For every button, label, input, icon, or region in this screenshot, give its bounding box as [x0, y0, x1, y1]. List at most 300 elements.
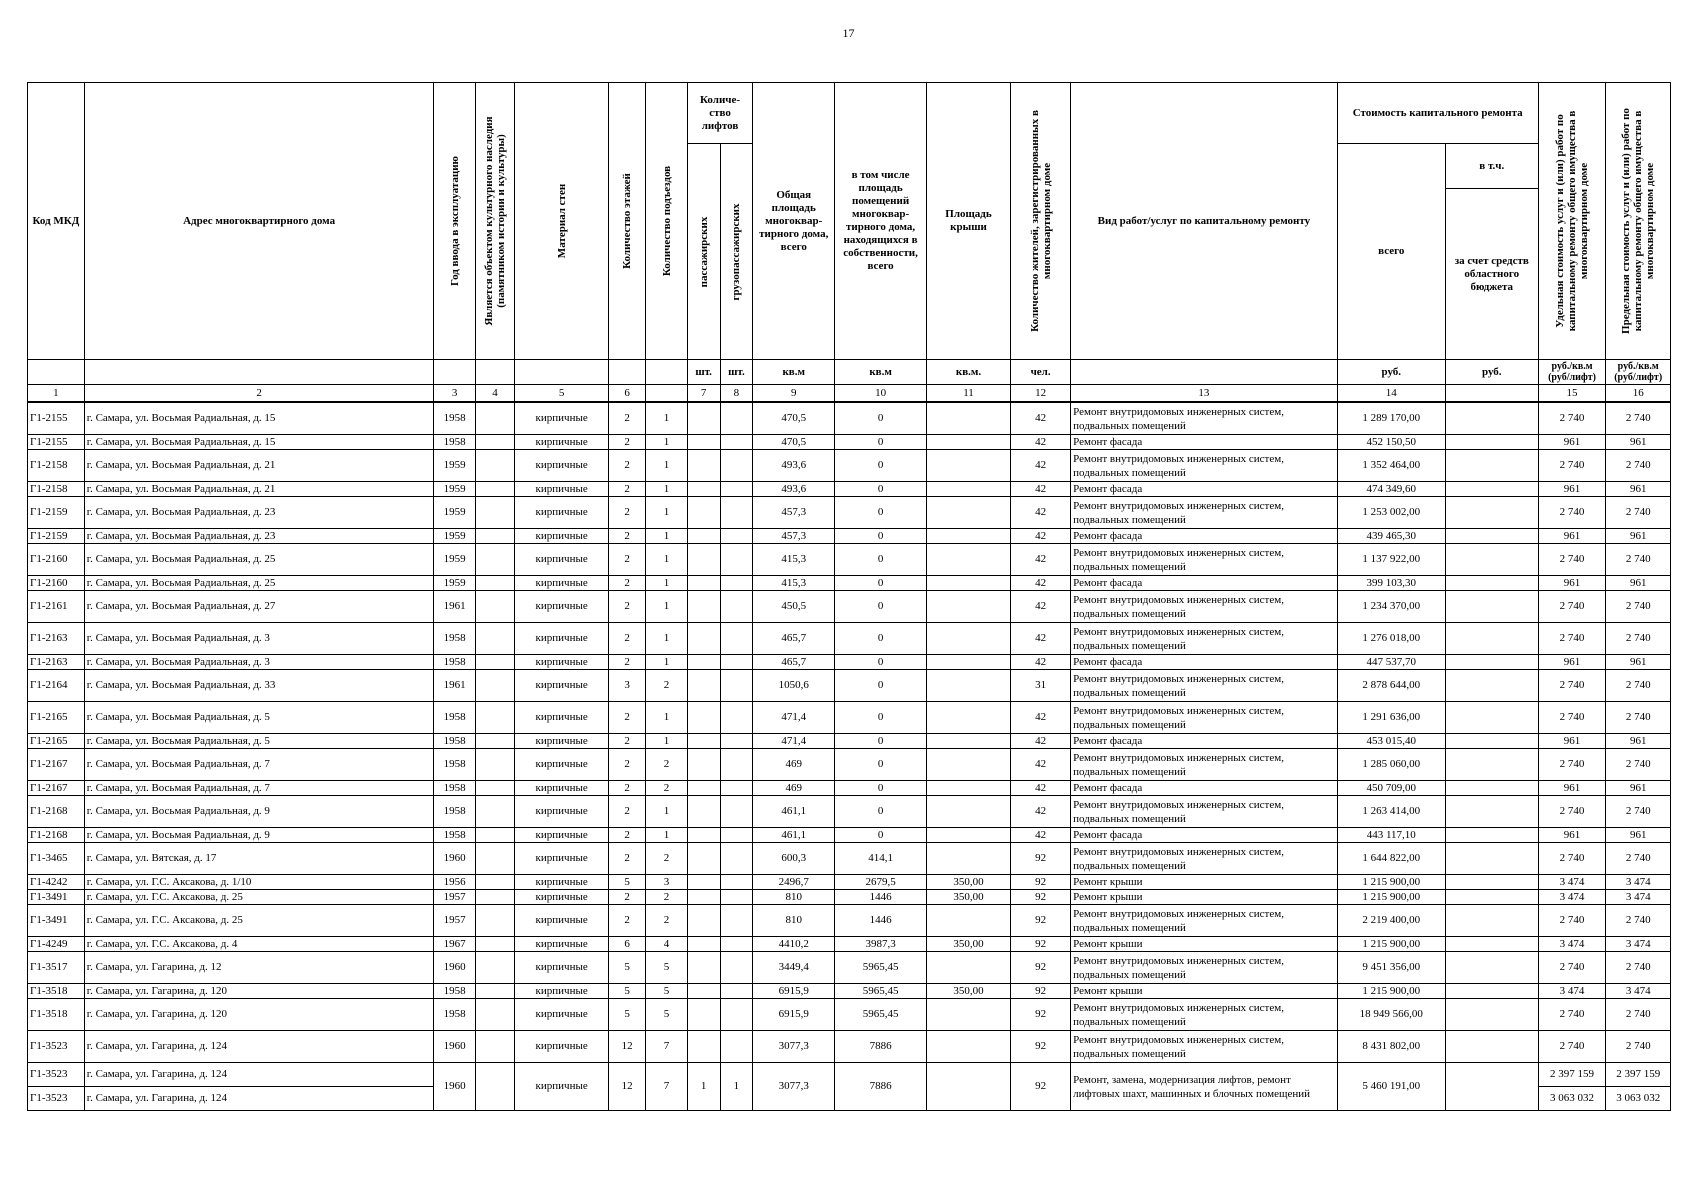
table-row [28, 1031, 1671, 1063]
cell-max-cost: 2 740 [1606, 497, 1671, 529]
cell-lifts-passenger [687, 999, 720, 1031]
cell-unit-cost: 2 740 [1538, 450, 1606, 482]
cell-residents: 92 [1011, 1063, 1071, 1111]
cell-code: Г1-2160 [28, 576, 85, 591]
cell-work-type: Ремонт внутридомовых инженерных систем, подвальных помещений [1071, 497, 1338, 529]
cell-code: Г1-3491 [28, 905, 85, 937]
cell-total-area: 471,4 [753, 702, 835, 734]
cell-lifts-passenger [687, 591, 720, 623]
column-number: 2 [84, 385, 434, 403]
cell-residents: 42 [1011, 623, 1071, 655]
cell-material: кирпичные [515, 781, 609, 796]
cell-unit-cost: 2 740 [1538, 749, 1606, 781]
cell-lifts-cargo [720, 576, 753, 591]
cell-roof-area [926, 655, 1010, 670]
cell-max-cost: 2 740 [1606, 796, 1671, 828]
cell-work-type: Ремонт внутридомовых инженерных систем, подвальных помещений [1071, 1031, 1338, 1063]
cell-year: 1958 [434, 435, 476, 450]
table-row [28, 670, 1671, 702]
cell-roof-area: 350,00 [926, 890, 1010, 905]
cell-material: кирпичные [515, 984, 609, 999]
cell-max-cost: 2 740 [1606, 623, 1671, 655]
cell-entrances: 5 [646, 952, 688, 984]
cell-cost-budget [1445, 497, 1538, 529]
cell-entrances: 2 [646, 781, 688, 796]
column-number: 15 [1538, 385, 1606, 403]
cell-material: кирпичные [515, 749, 609, 781]
cell-work-type: Ремонт внутридомовых инженерных систем, подвальных помещений [1071, 999, 1338, 1031]
cell-residents: 42 [1011, 781, 1071, 796]
cell-cost-total: 1 215 900,00 [1337, 875, 1445, 890]
cell-residents: 92 [1011, 875, 1071, 890]
cell-heritage [475, 749, 514, 781]
cell-floors: 5 [609, 875, 646, 890]
cell-code: Г1-2161 [28, 591, 85, 623]
header-residents: Количество жителей, зарегистрированных в многоквартирном доме [1011, 83, 1071, 360]
cell-total-area: 465,7 [753, 655, 835, 670]
cell-residents: 42 [1011, 450, 1071, 482]
cell-cost-budget [1445, 749, 1538, 781]
cell-heritage [475, 890, 514, 905]
cell-roof-area: 350,00 [926, 937, 1010, 952]
cell-cost-budget [1445, 984, 1538, 999]
cell-address: г. Самара, ул. Гагарина, д. 120 [84, 984, 434, 999]
cell-lifts-passenger [687, 952, 720, 984]
cell-lifts-passenger [687, 796, 720, 828]
cell-lifts-cargo [720, 890, 753, 905]
cell-unit-cost: 3 474 [1538, 937, 1606, 952]
cell-material: кирпичные [515, 875, 609, 890]
cell-year: 1958 [434, 796, 476, 828]
cell-cost-total: 1 644 822,00 [1337, 843, 1445, 875]
cell-total-area: 493,6 [753, 450, 835, 482]
cell-max-cost: 2 740 [1606, 670, 1671, 702]
cell-floors: 2 [609, 781, 646, 796]
cell-year: 1958 [434, 655, 476, 670]
unit-sqm: кв.м [835, 360, 927, 385]
table-row [28, 937, 1671, 952]
header-cost-budget: за счет средств областного бюджета [1445, 189, 1538, 360]
cell-roof-area [926, 781, 1010, 796]
cell-entrances: 1 [646, 796, 688, 828]
cell-residents: 42 [1011, 544, 1071, 576]
cell-code: Г1-3523 [28, 1087, 85, 1111]
cell-total-area: 450,5 [753, 591, 835, 623]
cell-total-area: 415,3 [753, 576, 835, 591]
cell-address: г. Самара, ул. Восьмая Радиальная, д. 5 [84, 734, 434, 749]
cell-floors: 2 [609, 529, 646, 544]
cell-roof-area [926, 1063, 1010, 1111]
cell-lifts-passenger [687, 544, 720, 576]
cell-code: Г1-3518 [28, 999, 85, 1031]
cell-residents: 42 [1011, 828, 1071, 843]
cell-heritage [475, 937, 514, 952]
column-number: 14 [1337, 385, 1445, 403]
header-unit-cost: Удельная стоимость услуг и (или) работ по капитальному ремонту общего имущества в многоквартирном доме [1538, 83, 1606, 360]
column-number: 11 [926, 385, 1010, 403]
cell-floors: 5 [609, 999, 646, 1031]
cell-cost-budget [1445, 952, 1538, 984]
cell-material: кирпичные [515, 576, 609, 591]
cell-material: кирпичные [515, 828, 609, 843]
cell-heritage [475, 781, 514, 796]
cell-lifts-cargo [720, 497, 753, 529]
cell-lifts-cargo [720, 952, 753, 984]
cell-year: 1958 [434, 402, 476, 435]
cell-lifts-cargo [720, 402, 753, 435]
cell-code: Г1-2159 [28, 497, 85, 529]
cell-floors: 2 [609, 435, 646, 450]
cell-work-type: Ремонт крыши [1071, 890, 1338, 905]
cell-roof-area [926, 905, 1010, 937]
cell-material: кирпичные [515, 655, 609, 670]
cell-unit-cost: 961 [1538, 576, 1606, 591]
cell-cost-budget [1445, 796, 1538, 828]
cell-floors: 2 [609, 749, 646, 781]
header-max-cost: Предельная стоимость услуг и (или) работ по капитальному ремонту общего имущества в многоквартирном доме [1606, 83, 1671, 360]
table-row [28, 576, 1671, 591]
column-number: 7 [687, 385, 720, 403]
table-row [28, 875, 1671, 890]
column-number: 8 [720, 385, 753, 403]
cell-entrances: 1 [646, 623, 688, 655]
cell-lifts-cargo [720, 734, 753, 749]
cell-heritage [475, 905, 514, 937]
table-row [28, 796, 1671, 828]
table-row [28, 482, 1671, 497]
cell-roof-area: 350,00 [926, 875, 1010, 890]
cell-heritage [475, 952, 514, 984]
cell-cost-budget [1445, 999, 1538, 1031]
cell-lifts-passenger [687, 670, 720, 702]
cell-year: 1957 [434, 905, 476, 937]
cell-year: 1961 [434, 591, 476, 623]
cell-work-type: Ремонт фасада [1071, 734, 1338, 749]
header-cost-total: всего [1337, 144, 1445, 360]
header-cost: Стоимость капитального ремонта [1337, 83, 1538, 144]
table-row [28, 497, 1671, 529]
cell-total-area: 6915,9 [753, 984, 835, 999]
cell-total-area: 470,5 [753, 435, 835, 450]
cell-floors: 2 [609, 497, 646, 529]
cell-material: кирпичные [515, 670, 609, 702]
cell-max-cost: 2 740 [1606, 702, 1671, 734]
cell-lifts-cargo [720, 702, 753, 734]
cell-floors: 2 [609, 843, 646, 875]
cell-max-cost: 2 740 [1606, 749, 1671, 781]
cell-work-type: Ремонт внутридомовых инженерных систем, подвальных помещений [1071, 544, 1338, 576]
cell-lifts-passenger [687, 734, 720, 749]
cell-lifts-cargo [720, 670, 753, 702]
cell-unit-cost: 961 [1538, 529, 1606, 544]
cell-floors: 2 [609, 890, 646, 905]
cell-total-area: 457,3 [753, 529, 835, 544]
cell-floors: 5 [609, 984, 646, 999]
column-number [1445, 385, 1538, 403]
cell-heritage [475, 402, 514, 435]
cell-entrances: 1 [646, 497, 688, 529]
cell-residents: 31 [1011, 670, 1071, 702]
cell-residents: 42 [1011, 702, 1071, 734]
cell-heritage [475, 450, 514, 482]
cell-year: 1958 [434, 702, 476, 734]
cell-unit-cost: 3 474 [1538, 890, 1606, 905]
cell-max-cost: 2 740 [1606, 843, 1671, 875]
cell-work-type: Ремонт внутридомовых инженерных систем, подвальных помещений [1071, 905, 1338, 937]
header-roof-area: Площадь крыши [926, 83, 1010, 360]
cell-residents: 42 [1011, 497, 1071, 529]
cell-material: кирпичные [515, 435, 609, 450]
cell-entrances: 7 [646, 1031, 688, 1063]
cell-cost-budget [1445, 529, 1538, 544]
cell-roof-area [926, 576, 1010, 591]
cell-work-type: Ремонт внутридомовых инженерных систем, подвальных помещений [1071, 591, 1338, 623]
cell-max-cost: 961 [1606, 576, 1671, 591]
cell-total-area: 469 [753, 781, 835, 796]
cell-work-type: Ремонт фасада [1071, 655, 1338, 670]
column-number [646, 385, 688, 403]
cell-entrances: 2 [646, 890, 688, 905]
cell-cost-total: 1 253 002,00 [1337, 497, 1445, 529]
cell-max-cost: 2 740 [1606, 952, 1671, 984]
cell-material: кирпичные [515, 497, 609, 529]
header-year: Год ввода в эксплуатацию [434, 83, 476, 360]
cell-heritage [475, 544, 514, 576]
header-material: Материал стен [515, 83, 609, 360]
cell-material: кирпичные [515, 702, 609, 734]
cell-max-cost: 961 [1606, 482, 1671, 497]
cell-floors: 2 [609, 734, 646, 749]
cell-max-cost: 961 [1606, 435, 1671, 450]
table-row [28, 781, 1671, 796]
cell-address: г. Самара, ул. Г.С. Аксакова, д. 1/10 [84, 875, 434, 890]
cell-cost-total: 2 219 400,00 [1337, 905, 1445, 937]
cell-owned-area: 0 [835, 670, 927, 702]
cell-cost-total: 1 234 370,00 [1337, 591, 1445, 623]
cell-entrances: 5 [646, 984, 688, 999]
cell-lifts-cargo [720, 623, 753, 655]
cell-owned-area: 0 [835, 781, 927, 796]
cell-max-cost: 2 740 [1606, 402, 1671, 435]
cell-cost-total: 399 103,30 [1337, 576, 1445, 591]
cell-total-area: 465,7 [753, 623, 835, 655]
cell-max-cost: 2 397 159 [1606, 1063, 1671, 1087]
column-numbers-row [28, 385, 1671, 403]
cell-residents: 42 [1011, 655, 1071, 670]
cell-total-area: 4410,2 [753, 937, 835, 952]
cell-work-type: Ремонт крыши [1071, 984, 1338, 999]
column-number: 16 [1606, 385, 1671, 403]
cell-cost-budget [1445, 591, 1538, 623]
unit-sqm: кв.м. [926, 360, 1010, 385]
cell-address: г. Самара, ул. Восьмая Радиальная, д. 25 [84, 576, 434, 591]
cell-entrances: 1 [646, 435, 688, 450]
cell-owned-area: 0 [835, 482, 927, 497]
header-lifts: Количе-ство лифтов [687, 83, 753, 144]
table-body [28, 402, 1671, 1063]
cell-total-area: 493,6 [753, 482, 835, 497]
cell-lifts-passenger [687, 984, 720, 999]
cell-owned-area: 1446 [835, 905, 927, 937]
cell-entrances: 2 [646, 843, 688, 875]
cell-residents: 42 [1011, 529, 1071, 544]
cell-code: Г1-3523 [28, 1063, 85, 1087]
cell-roof-area [926, 623, 1010, 655]
cell-address: г. Самара, ул. Восьмая Радиальная, д. 3 [84, 655, 434, 670]
cell-owned-area: 0 [835, 702, 927, 734]
cell-cost-total: 1 215 900,00 [1337, 937, 1445, 952]
cell-address: г. Самара, ул. Восьмая Радиальная, д. 33 [84, 670, 434, 702]
cell-cost-total: 1 263 414,00 [1337, 796, 1445, 828]
cell-cost-total: 439 465,30 [1337, 529, 1445, 544]
cell-roof-area [926, 828, 1010, 843]
cell-unit-cost: 961 [1538, 828, 1606, 843]
cell-floors: 12 [609, 1031, 646, 1063]
cell-lifts-passenger: 1 [687, 1063, 720, 1111]
cell-roof-area [926, 999, 1010, 1031]
cell-roof-area [926, 749, 1010, 781]
cell-lifts-cargo [720, 875, 753, 890]
cell-floors: 2 [609, 796, 646, 828]
cell-cost-budget [1445, 1063, 1538, 1111]
cell-residents: 42 [1011, 591, 1071, 623]
cell-owned-area: 0 [835, 749, 927, 781]
cell-code: Г1-4249 [28, 937, 85, 952]
cell-unit-cost: 2 397 159 [1538, 1063, 1606, 1087]
cell-lifts-passenger [687, 749, 720, 781]
cell-unit-cost: 2 740 [1538, 702, 1606, 734]
cell-code: Г1-2165 [28, 702, 85, 734]
cell-owned-area: 0 [835, 450, 927, 482]
unit-people: чел. [1011, 360, 1071, 385]
cell-cost-budget [1445, 890, 1538, 905]
cell-roof-area [926, 497, 1010, 529]
cell-work-type: Ремонт, замена, модернизация лифтов, ремонт лифтовых шахт, машинных и блочных помещений [1071, 1063, 1338, 1111]
cell-year: 1958 [434, 734, 476, 749]
header-cost-incl: в т.ч. [1445, 144, 1538, 189]
header-lifts-passenger: пассажирских [687, 144, 720, 360]
cell-roof-area [926, 591, 1010, 623]
cell-residents: 92 [1011, 952, 1071, 984]
header-heritage: Является объектом культурного наследия (памятником истории и культуры) [475, 83, 514, 360]
cell-lifts-passenger [687, 450, 720, 482]
cell-max-cost: 3 063 032 [1606, 1087, 1671, 1111]
cell-address: г. Самара, ул. Восьмая Радиальная, д. 25 [84, 544, 434, 576]
cell-material: кирпичные [515, 450, 609, 482]
column-number: 4 [475, 385, 514, 403]
cell-material: кирпичные [515, 843, 609, 875]
cell-work-type: Ремонт внутридомовых инженерных систем, подвальных помещений [1071, 402, 1338, 435]
header-entrances: Количество подъездов [646, 83, 688, 360]
cell-cost-total: 9 451 356,00 [1337, 952, 1445, 984]
cell-material: кирпичные [515, 1031, 609, 1063]
cell-unit-cost: 3 474 [1538, 984, 1606, 999]
cell-lifts-passenger [687, 890, 720, 905]
table-row [28, 999, 1671, 1031]
cell-entrances: 7 [646, 1063, 688, 1111]
cell-total-area: 810 [753, 905, 835, 937]
cell-unit-cost: 2 740 [1538, 843, 1606, 875]
cell-max-cost: 3 474 [1606, 875, 1671, 890]
column-number: 13 [1071, 385, 1338, 403]
cell-code: Г1-3518 [28, 984, 85, 999]
cell-lifts-passenger [687, 576, 720, 591]
unit-rate: руб./кв.м (руб/лифт) [1606, 360, 1671, 385]
cell-owned-area: 414,1 [835, 843, 927, 875]
cell-lifts-cargo [720, 529, 753, 544]
cell-unit-cost: 2 740 [1538, 796, 1606, 828]
cell-heritage [475, 999, 514, 1031]
cell-residents: 42 [1011, 482, 1071, 497]
cell-roof-area [926, 529, 1010, 544]
cell-material: кирпичные [515, 591, 609, 623]
cell-code: Г1-2168 [28, 828, 85, 843]
cell-floors: 6 [609, 937, 646, 952]
cell-owned-area: 3987,3 [835, 937, 927, 952]
cell-lifts-passenger [687, 702, 720, 734]
cell-roof-area [926, 544, 1010, 576]
cell-roof-area: 350,00 [926, 984, 1010, 999]
cell-address: г. Самара, ул. Г.С. Аксакова, д. 25 [84, 905, 434, 937]
cell-cost-total: 1 289 170,00 [1337, 402, 1445, 435]
cell-cost-budget [1445, 544, 1538, 576]
cell-floors: 2 [609, 450, 646, 482]
table-header [28, 83, 1671, 403]
cell-address: г. Самара, ул. Восьмая Радиальная, д. 15 [84, 402, 434, 435]
cell-cost-budget [1445, 670, 1538, 702]
cell-address: г. Самара, ул. Восьмая Радиальная, д. 7 [84, 749, 434, 781]
cell-lifts-passenger [687, 937, 720, 952]
cell-address: г. Самара, ул. Гагарина, д. 124 [84, 1063, 434, 1087]
cell-cost-budget [1445, 937, 1538, 952]
cell-total-area: 470,5 [753, 402, 835, 435]
cell-unit-cost: 2 740 [1538, 623, 1606, 655]
cell-max-cost: 2 740 [1606, 450, 1671, 482]
cell-address: г. Самара, ул. Восьмая Радиальная, д. 21 [84, 482, 434, 497]
header-address: Адрес многоквартирного дома [84, 83, 434, 360]
cell-year: 1967 [434, 937, 476, 952]
cell-material: кирпичные [515, 905, 609, 937]
cell-roof-area [926, 402, 1010, 435]
cell-total-area: 469 [753, 749, 835, 781]
cell-address: г. Самара, ул. Восьмая Радиальная, д. 7 [84, 781, 434, 796]
cell-year: 1960 [434, 843, 476, 875]
cell-max-cost: 961 [1606, 781, 1671, 796]
cell-total-area: 810 [753, 890, 835, 905]
cell-cost-total: 447 537,70 [1337, 655, 1445, 670]
cell-roof-area [926, 482, 1010, 497]
cell-cost-total: 5 460 191,00 [1337, 1063, 1445, 1111]
cell-floors: 2 [609, 576, 646, 591]
cell-heritage [475, 623, 514, 655]
cell-year: 1958 [434, 781, 476, 796]
cell-residents: 92 [1011, 843, 1071, 875]
cell-cost-total: 1 285 060,00 [1337, 749, 1445, 781]
cell-max-cost: 2 740 [1606, 905, 1671, 937]
cell-material: кирпичные [515, 1063, 609, 1111]
table-row [28, 435, 1671, 450]
cell-cost-total: 1 291 636,00 [1337, 702, 1445, 734]
cell-code: Г1-2158 [28, 482, 85, 497]
cell-roof-area [926, 702, 1010, 734]
cell-cost-budget [1445, 702, 1538, 734]
cell-lifts-cargo [720, 450, 753, 482]
column-number: 10 [835, 385, 927, 403]
cell-entrances: 3 [646, 875, 688, 890]
cell-material: кирпичные [515, 402, 609, 435]
cell-floors: 12 [609, 1063, 646, 1111]
cell-cost-total: 1 276 018,00 [1337, 623, 1445, 655]
